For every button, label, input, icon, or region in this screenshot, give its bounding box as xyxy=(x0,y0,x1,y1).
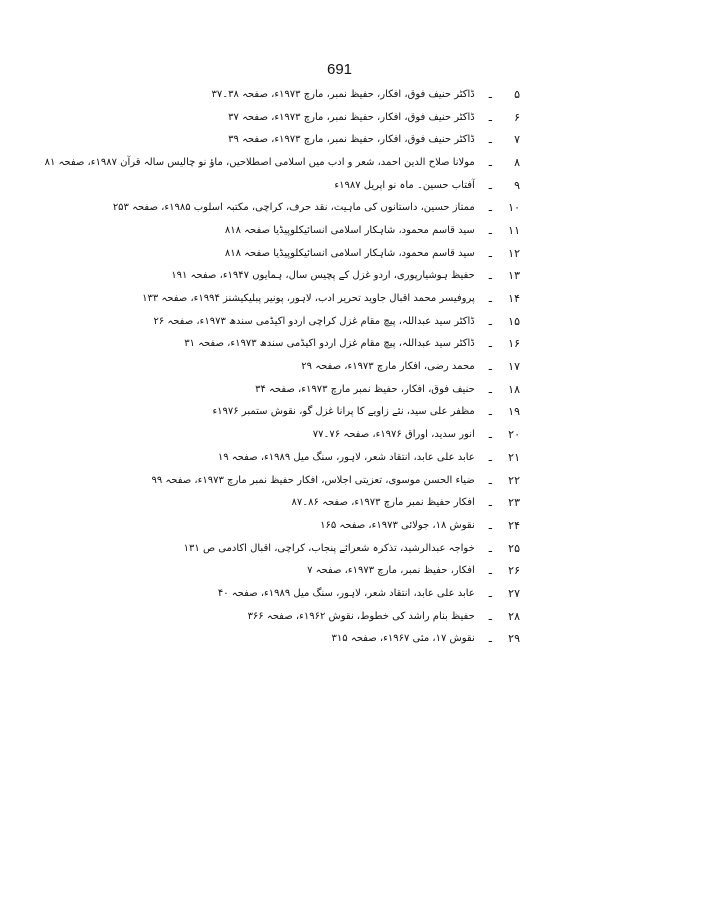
footnote-number: ۲۵ xyxy=(508,541,520,555)
footnote-text: خواجہ عبدالرشید، تذکرہ شعرائے پنجاب، کراچی، اقبال اکادمی ص ۱۳۱ xyxy=(183,542,475,554)
footnote-row xyxy=(150,174,520,197)
footnote-number: ۱۰ xyxy=(508,201,520,215)
footnote-row xyxy=(150,491,520,514)
footnote-number: ۲۳ xyxy=(508,496,520,510)
footnote-text: انور سدید، اوراق ۱۹۷۶ء، صفحہ ۷۶۔۷۷ xyxy=(312,429,475,441)
footnote-number: ۹ xyxy=(514,178,520,192)
footnote-row xyxy=(150,514,520,537)
footnote-dash: ـ xyxy=(488,110,492,124)
footnote-dash: ـ xyxy=(488,564,492,578)
footnote-row xyxy=(150,265,520,288)
footnote-text: محمد رضی، افکار مارچ ۱۹۷۳ء، صفحہ ۲۹ xyxy=(301,361,475,373)
footnote-text: ڈاکٹر حنیف فوق، افکار، حفیظ نمبر، مارچ ۱۹۷۳ء، صفحہ ۳۷ xyxy=(228,111,475,123)
footnote-number: ۶ xyxy=(514,110,520,124)
footnote-dash: ـ xyxy=(488,541,492,555)
footnote-dash: ـ xyxy=(488,292,492,306)
footnote-row xyxy=(150,355,520,378)
footnote-row xyxy=(150,83,520,106)
footnote-dash: ـ xyxy=(488,405,492,419)
footnote-number: ۲۶ xyxy=(508,564,520,578)
footnote-number: ۱۳ xyxy=(508,269,520,283)
footnote-row xyxy=(150,446,520,469)
footnote-row xyxy=(150,219,520,242)
footnote-row xyxy=(150,333,520,356)
footnote-dash: ـ xyxy=(488,133,492,147)
footnote-dash: ـ xyxy=(488,201,492,215)
footnote-text: مولانا صلاح الدین احمد، شعر و ادب میں اسلامی اصطلاحیں، ماؤ نو چالیس سالہ قرآن ۱۹۸۷ء، صفحہ ۸۱ xyxy=(44,156,475,168)
footnote-dash: ـ xyxy=(488,87,492,101)
footnote-dash: ـ xyxy=(488,246,492,260)
footnote-number: ۱۴ xyxy=(508,292,520,306)
footnote-number: ۸ xyxy=(514,155,520,169)
page-number: 691 xyxy=(327,61,353,78)
footnote-dash: ـ xyxy=(488,450,492,464)
footnote-number: ۲۴ xyxy=(508,518,520,532)
footnote-row xyxy=(150,559,520,582)
footnote-text: عابد علی عابد، انتقاد شعر، لاہور، سنگ میل ۱۹۸۹ء، صفحہ ۴۰ xyxy=(217,587,475,599)
footnote-text: مظفر علی سید، نئے زاویے کا پرانا غزل گو، نقوش ستمبر ۱۹۷۶ء xyxy=(212,406,475,418)
footnote-row xyxy=(150,605,520,628)
footnote-row xyxy=(150,469,520,492)
footnote-text: ممتاز حسین، داستانوں کی ماہیت، نقد حرف، کراچی، مکتبہ اسلوب ۱۹۸۵ء، صفحہ ۲۵۳ xyxy=(112,202,475,214)
footnote-row xyxy=(150,310,520,333)
footnote-text: پروفیسر محمد اقبال جاوید تحریر ادب، لاہور، پونیر پبلیکیشنز ۱۹۹۴ء، صفحہ ۱۳۳ xyxy=(142,293,475,305)
footnote-text: حفیظ بنام راشد کی خطوط، نقوش ۱۹۶۲ء، صفحہ ۳۶۶ xyxy=(247,610,475,622)
footnote-dash: ـ xyxy=(488,473,492,487)
footnote-text: آفتاب حسین۔ ماہ نو اپریل ۱۹۸۷ء xyxy=(334,179,475,191)
footnote-number: ۲۸ xyxy=(508,609,520,623)
footnote-text: ضیاء الحسن موسوی، تعزیتی اجلاس، افکار حفیظ نمبر مارچ ۱۹۷۳ء، صفحہ ۹۹ xyxy=(151,474,475,486)
footnote-text: سید قاسم محمود، شاہکار اسلامی انسائیکلوپیڈیا صفحہ ۸۱۸ xyxy=(224,247,475,259)
footnote-dash: ـ xyxy=(488,518,492,532)
footnote-text: افکار حفیظ نمبر مارچ ۱۹۷۳ء، صفحہ ۸۶۔۸۷ xyxy=(291,497,475,509)
footnote-number: ۱۹ xyxy=(508,405,520,419)
footnote-text: ڈاکٹر سید عبداللہ، پیچ مقام غزل اردو اکیڈمی سندھ ۱۹۷۳ء، صفحہ ۳۱ xyxy=(184,338,475,350)
footnote-dash: ـ xyxy=(488,178,492,192)
footnote-dash: ـ xyxy=(488,428,492,442)
footnote-number: ۲۱ xyxy=(508,450,520,464)
footnote-row xyxy=(142,287,520,310)
footnote-dash: ـ xyxy=(488,314,492,328)
footnote-dash: ـ xyxy=(488,632,492,646)
footnote-text: ڈاکٹر حنیف فوق، افکار، حفیظ نمبر، مارچ ۱۹۷۳ء، صفحہ ۳۹ xyxy=(228,134,475,146)
footnote-text: عابد علی عابد، انتقاد شعر، لاہور، سنگ میل ۱۹۸۹ء، صفحہ ۱۹ xyxy=(217,451,475,463)
footnote-number: ۲۰ xyxy=(508,428,520,442)
footnote-row xyxy=(150,128,520,151)
footnote-text: حفیظ ہوشیارپوری، اردو غزل کے پچیس سال، ہمایوں ۱۹۴۷ء، صفحہ ۱۹۱ xyxy=(171,270,475,282)
footnote-number: ۱۱ xyxy=(508,223,520,237)
footnote-number: ۲۷ xyxy=(508,586,520,600)
footnote-dash: ـ xyxy=(488,609,492,623)
footnote-number: ۱۶ xyxy=(508,337,520,351)
footnote-text: نقوش ۱۸، جولائی ۱۹۷۳ء، صفحہ ۱۶۵ xyxy=(320,519,475,531)
footnote-number: ۷ xyxy=(514,133,520,147)
footnote-number: ۱۷ xyxy=(508,360,520,374)
footnote-dash: ـ xyxy=(488,382,492,396)
footnote-row xyxy=(150,401,520,424)
footnote-dash: ـ xyxy=(488,155,492,169)
footnote-dash: ـ xyxy=(488,586,492,600)
footnote-number: ۲۲ xyxy=(508,473,520,487)
footnote-dash: ـ xyxy=(488,223,492,237)
footnote-row xyxy=(150,582,520,605)
footnote-text: ڈاکٹر حنیف فوق، افکار، حفیظ نمبر، مارچ ۱۹۷۳ء، صفحہ ۳۸۔۳۷ xyxy=(211,88,475,100)
footnote-dash: ـ xyxy=(488,496,492,510)
footnote-number: ۱۵ xyxy=(508,314,520,328)
footnote-row xyxy=(150,378,520,401)
footnote-text: حنیف فوق، افکار، حفیظ نمبر مارچ ۱۹۷۳ء، صفحہ ۳۴ xyxy=(255,383,475,395)
footnote-row xyxy=(150,628,520,651)
footnote-dash: ـ xyxy=(488,360,492,374)
footnote-row xyxy=(150,106,520,129)
footnotes-list xyxy=(44,83,520,650)
footnote-number: ۲۹ xyxy=(508,632,520,646)
footnote-row xyxy=(150,537,520,560)
footnote-text: افکار، حفیظ نمبر، مارچ ۱۹۷۳ء، صفحہ ۷ xyxy=(307,565,475,577)
footnote-number: ۵ xyxy=(514,87,520,101)
footnote-dash: ـ xyxy=(488,337,492,351)
footnote-number: ۱۲ xyxy=(508,246,520,260)
footnote-row xyxy=(44,151,520,174)
footnote-text: ڈاکٹر سید عبداللہ، پیچ مقام غزل کراچی اردو اکیڈمی سندھ ۱۹۷۳ء، صفحہ ۲۶ xyxy=(153,315,475,327)
footnote-dash: ـ xyxy=(488,269,492,283)
footnote-row xyxy=(150,242,520,265)
footnote-text: نقوش ۱۷، مئی ۱۹۶۷ء، صفحہ ۳۱۵ xyxy=(331,633,475,645)
footnote-text: سید قاسم محمود، شاہکار اسلامی انسائیکلوپیڈیا صفحہ ۸۱۸ xyxy=(224,224,475,236)
footnote-number: ۱۸ xyxy=(508,382,520,396)
footnote-row xyxy=(112,196,520,219)
footnote-row xyxy=(150,423,520,446)
